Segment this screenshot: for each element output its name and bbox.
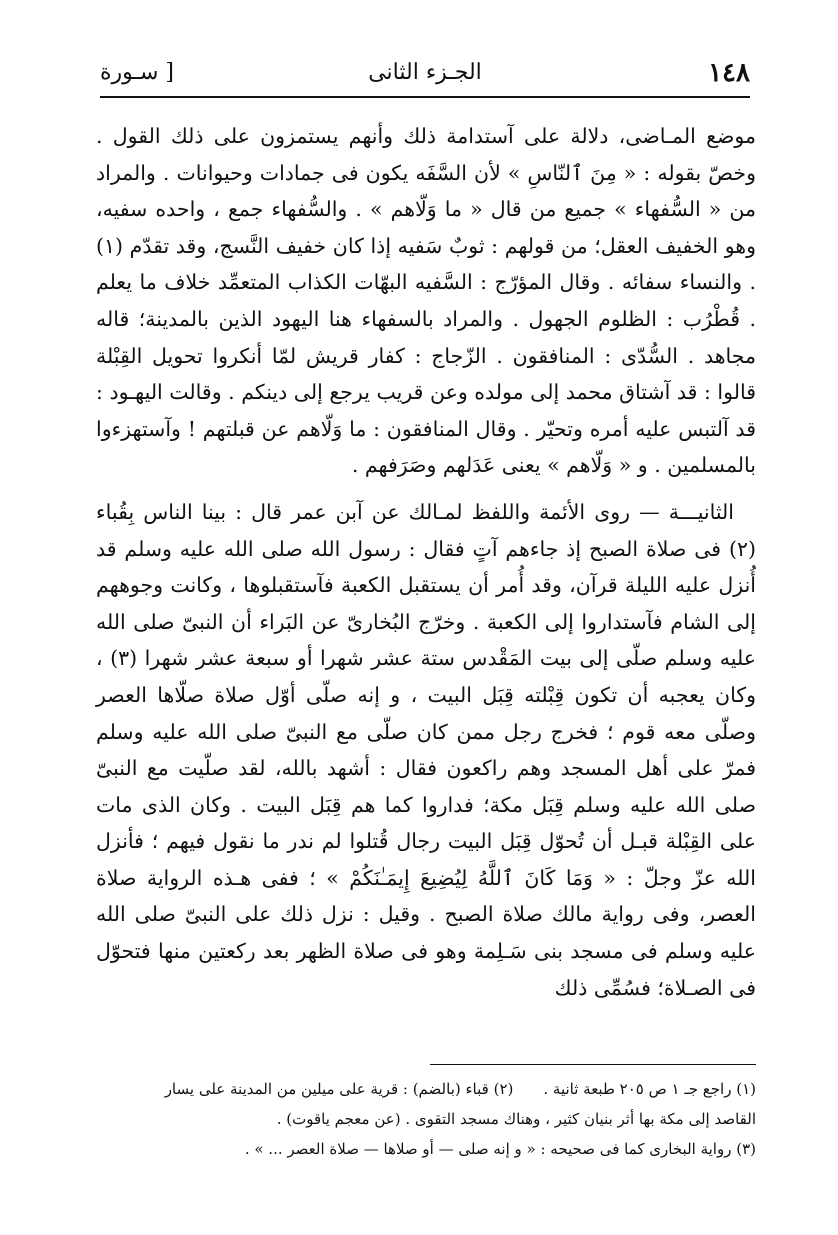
footnote-1: (١) راجع جـ ١ ص ٢٠٥ طبعة ثانية . (543, 1080, 756, 1098)
paragraph-first: موضع المـاضى، دلالة على آستدامة ذلك وأنهم يستمزون على ذلك القول . وخصّ بقوله : « مِنَ ٱلنّاسِ » لأن السَّفَه يكون فى جمادات وحيوانات . والمراد من « السُّفهاء » جميع من قال « ما وَلّاهم » . والسُّفهاء جمع ، واحده سفيه، وهو الخفيف العقل؛ من قولهم : ثوبٌ سَفيه إذا كان خفيف النَّسج، وقد تقدّم (١) . والنساء سفائه . وقال المؤرّج : السَّفيه البهّات الكذاب المتعمِّد خلاف ما يعلم . قُطْرُب : الظلوم الجهول . والمراد بالسفهاء هنا اليهود الذين بالمدينة؛ قاله مجاهد . السُّدّى : المنافقون . الزّجاج : كفار قريش لمّا أنكروا تحويل القِبْلة قالوا : قد آشتاق محمد إلى مولده وعن قريب يرجع إلى دينكم . وقالت اليهـود : قد آلتبس عليه أمره وتحيّر . وقال المنافقون : ما وَلّاهم عن قبلتهم ! وآستهزءوا بالمسلمين . و « وَلّاهم » يعنى عَدَلهم وصَرَفهم . (96, 124, 756, 478)
footnote-2: (٢) قباء (بالضم) : قرية على ميلين من المدينة على يسار (164, 1080, 514, 1098)
page-number: ١٤٨ (708, 58, 750, 88)
footnotes (100, 1074, 756, 1164)
main-text (96, 118, 756, 1006)
footnote-line-1 (100, 1074, 756, 1104)
footnote-rule (430, 1064, 756, 1065)
footnote-3: (٣) رواية البخارى كما فى صحيحه : « و إنه صلى — أو صلاها — صلاة العصر ... » . (244, 1140, 756, 1158)
footnote-2-continued: القاصد إلى مكة بها أثر بنيان كثير ، وهناك مسجد التقوى . (عن معجم ياقوت) . (276, 1110, 756, 1128)
surah-label: [ سـورة (100, 60, 174, 85)
header-rule (100, 96, 750, 98)
running-title: الجـزء الثانى (368, 60, 482, 85)
footnote-line-2 (100, 1104, 756, 1134)
paragraph-second: الثانيـــة — روى الأئمة واللفظ لمـالك عن آبن عمر قال : بينا الناس بِقُباء (٢) فى صلاة الصبح إذ جاءهم آتٍ فقال : رسول الله صلى الله عليه وسلم قد أُنزل عليه الليلة قرآن، وقد أُمر أن يستقبل الكعبة فآستقبلوها ، وكانت وجوههم إلى الشام فآستداروا إلى الكعبة . وخرّج البُخارىّ عن البَراء أن النبىّ صلى الله عليه وسلم صلّى إلى بيت المَقْدس ستة عشر شهرا أو سبعة عشر شهرا (٣) ، وكان يعجبه أن تكون قِبْلته قِبَل البيت ، و إنه صلّى أوّل صلاة صلّاها العصر وصلّى معه قوم ؛ فخرج رجل ممن كان صلّى مع النبىّ صلى الله عليه وسلم فمرّ على أهل المسجد وهم راكعون فقال : أشهد بالله، لقد صلّيت مع النبىّ صلى الله عليه وسلم قِبَل مكة؛ فداروا كما هم قِبَل البيت . وكان الذى مات على القِبْلة قبـل أن تُحوّل قِبَل البيت رجال قُتلوا لم ندر ما نقول فيهم ؛ فأنزل الله عزّ وجلّ : « وَمَا كَانَ ٱللَّهُ لِيُضِيعَ إِيمَـٰنَكُمْ » ؛ ففى هـذه الرواية صلاة العصر، وفى رواية مالك صلاة الصبح . وقيل : نزل ذلك على النبىّ صلى الله عليه وسلم فى مسجد بنى سَـلِمة وهو فى صلاة الظهر بعد ركعتين منها فتحوّل فى الصـلاة؛ فسُمِّى ذلك (96, 499, 756, 1000)
footnote-line-3 (100, 1134, 756, 1164)
page-header (100, 56, 750, 92)
